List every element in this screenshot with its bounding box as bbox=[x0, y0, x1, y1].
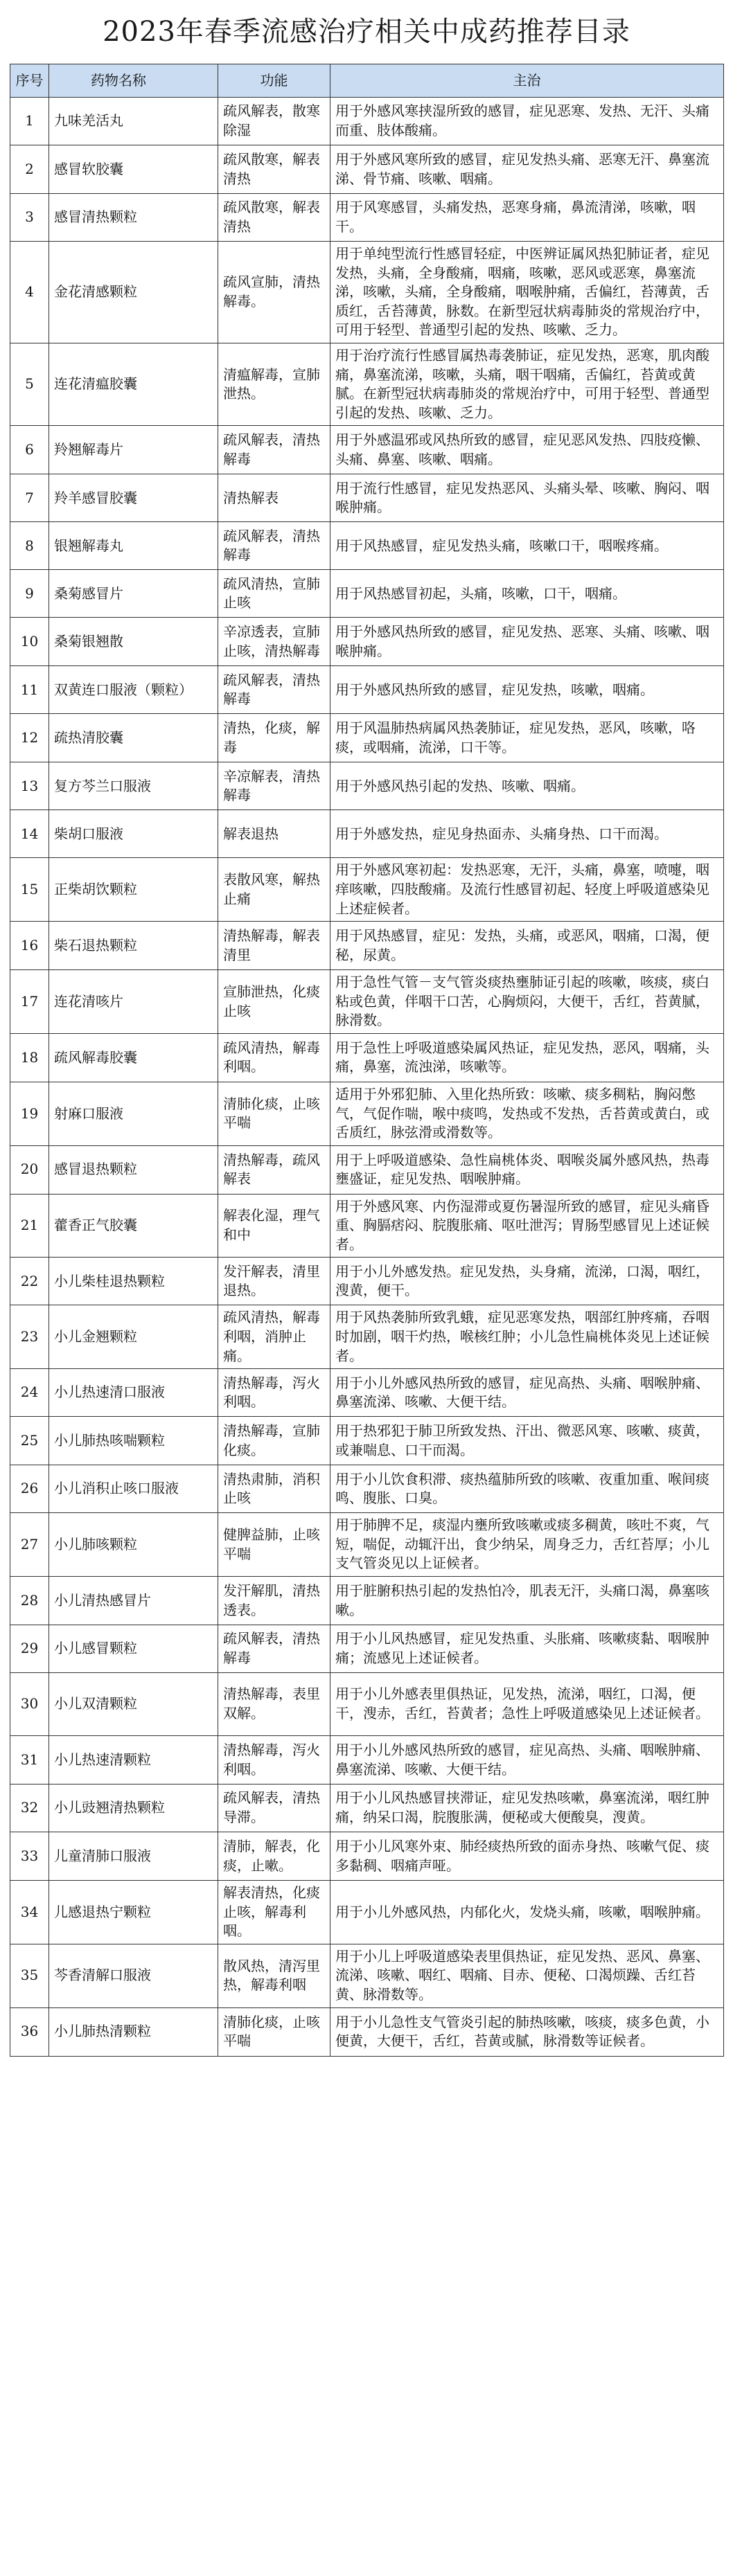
row-number: 21 bbox=[10, 1194, 49, 1258]
row-number: 11 bbox=[10, 666, 49, 714]
drug-indication: 用于外感风寒所致的感冒，症见发热头痛、恶寒无汗、鼻塞流涕、骨节痛、咳嗽、咽痛。 bbox=[330, 145, 724, 194]
drug-indication: 用于小儿风寒外束、肺经痰热所致的面赤身热、咳嗽气促、痰多黏稠、咽痛声哑。 bbox=[330, 1832, 724, 1881]
drug-name: 小儿肺热咳喘颗粒 bbox=[49, 1417, 218, 1465]
drug-function: 清肺化痰，止咳平喘 bbox=[218, 1082, 330, 1145]
drug-indication: 用于风热感冒，症见：发热，头痛，或恶风，咽痛，口渴，便秘，尿黄。 bbox=[330, 922, 724, 970]
drug-indication: 用于外感风热所致的感冒，症见发热，咳嗽，咽痛。 bbox=[330, 666, 724, 714]
drug-name: 九味羌活丸 bbox=[49, 98, 218, 145]
drug-function: 清热解毒，表里双解。 bbox=[218, 1673, 330, 1736]
drug-name: 感冒清热颗粒 bbox=[49, 194, 218, 242]
page-title: 2023年春季流感治疗相关中成药推荐目录 bbox=[103, 16, 630, 48]
drug-indication: 用于肺脾不足，痰湿内壅所致咳嗽或痰多稠黄，咳吐不爽，气短，喘促，动辄汗出，食少纳呆，周身乏力，舌红苔厚；小儿支气管炎见以上证候者。 bbox=[330, 1513, 724, 1577]
drug-indication: 用于小儿饮食积滞、痰热蕴肺所致的咳嗽、夜重加重、喉间痰鸣、腹胀、口臭。 bbox=[330, 1465, 724, 1513]
table-row bbox=[10, 570, 724, 618]
drug-function: 疏风解表，散寒除湿 bbox=[218, 98, 330, 145]
drug-name: 正柴胡饮颗粒 bbox=[49, 858, 218, 922]
row-number: 14 bbox=[10, 810, 49, 858]
table-row bbox=[10, 1194, 724, 1258]
drug-indication: 用于上呼吸道感染、急性扁桃体炎、咽喉炎属外感风热，热毒壅盛证，症见发热、咽喉肿痛。 bbox=[330, 1145, 724, 1194]
drug-indication: 用于小儿外感表里俱热证，见发热，流涕，咽红，口渴，便干，溲赤，舌红，苔黄者；急性上呼吸道感染见上述证候者。 bbox=[330, 1673, 724, 1736]
table-row bbox=[10, 1465, 724, 1513]
drug-name: 银翘解毒丸 bbox=[49, 522, 218, 570]
drug-indication: 用于外感风寒初起：发热恶寒，无汗，头痛，鼻塞，喷嚏，咽痒咳嗽，四肢酸痛。及流行性感冒初起、轻度上呼吸道感染见上述症候者。 bbox=[330, 858, 724, 922]
drug-function: 清热解毒，宣肺化痰。 bbox=[218, 1417, 330, 1465]
drug-indication: 用于热邪犯于肺卫所致发热、汗出、微恶风寒、咳嗽、痰黄，或兼喘息、口干而渴。 bbox=[330, 1417, 724, 1465]
row-number: 33 bbox=[10, 1832, 49, 1881]
drug-name: 双黄连口服液（颗粒） bbox=[49, 666, 218, 714]
table-row bbox=[10, 714, 724, 762]
row-number: 20 bbox=[10, 1145, 49, 1194]
drug-function: 疏风解表，清热解毒 bbox=[218, 426, 330, 474]
row-number: 28 bbox=[10, 1577, 49, 1625]
row-number: 2 bbox=[10, 145, 49, 194]
row-number: 13 bbox=[10, 762, 49, 810]
drug-function: 发汗解表，清里退热。 bbox=[218, 1258, 330, 1305]
drug-name: 小儿柴桂退热颗粒 bbox=[49, 1258, 218, 1305]
drug-name: 射麻口服液 bbox=[49, 1082, 218, 1145]
drug-function: 疏风散寒，解表清热 bbox=[218, 194, 330, 242]
drug-function: 清热，化痰，解毒 bbox=[218, 714, 330, 762]
row-number: 16 bbox=[10, 922, 49, 970]
row-number: 6 bbox=[10, 426, 49, 474]
table-row bbox=[10, 1736, 724, 1785]
table-row bbox=[10, 2007, 724, 2056]
drug-name: 羚翘解毒片 bbox=[49, 426, 218, 474]
table-row bbox=[10, 1513, 724, 1577]
drug-function: 清瘟解毒，宣肺泄热。 bbox=[218, 343, 330, 425]
row-number: 29 bbox=[10, 1625, 49, 1673]
drug-function: 清热解毒，泻火利咽。 bbox=[218, 1736, 330, 1785]
row-number: 18 bbox=[10, 1033, 49, 1082]
drug-function: 疏风解表，清热导滞。 bbox=[218, 1785, 330, 1832]
row-number: 36 bbox=[10, 2007, 49, 2056]
row-number: 35 bbox=[10, 1944, 49, 2007]
table-row bbox=[10, 970, 724, 1034]
drug-indication: 用于外感风热引起的发热、咳嗽、咽痛。 bbox=[330, 762, 724, 810]
table-row bbox=[10, 1673, 724, 1736]
drug-indication: 用于流行性感冒，症见发热恶风、头痛头晕、咳嗽、胸闷、咽喉肿痛。 bbox=[330, 474, 724, 522]
drug-name: 感冒退热颗粒 bbox=[49, 1145, 218, 1194]
table-row bbox=[10, 922, 724, 970]
table-row bbox=[10, 1577, 724, 1625]
table-row bbox=[10, 1881, 724, 1944]
drug-indication: 用于治疗流行性感冒属热毒袭肺证，症见发热，恶寒，肌肉酸痛，鼻塞流涕，咳嗽，头痛，咽干咽痛，舌偏红，苔黄或黄腻。在新型冠状病毒肺炎的常规治疗中，可用于轻型、普通型引起的发热、咳嗽、乏力。 bbox=[330, 343, 724, 425]
table-header bbox=[10, 64, 724, 98]
drug-name: 疏热清胶囊 bbox=[49, 714, 218, 762]
table-row bbox=[10, 145, 724, 194]
table-row bbox=[10, 1417, 724, 1465]
row-number: 19 bbox=[10, 1082, 49, 1145]
drug-function: 解表退热 bbox=[218, 810, 330, 858]
row-number: 9 bbox=[10, 570, 49, 618]
drug-indication: 用于风热感冒初起，头痛，咳嗽，口干，咽痛。 bbox=[330, 570, 724, 618]
drug-function: 疏风解表，清热解毒 bbox=[218, 666, 330, 714]
row-number: 31 bbox=[10, 1736, 49, 1785]
row-number: 3 bbox=[10, 194, 49, 242]
drug-function: 辛凉透表，宣肺止咳，清热解毒 bbox=[218, 618, 330, 666]
table-row bbox=[10, 1305, 724, 1369]
drug-name: 小儿清热感冒片 bbox=[49, 1577, 218, 1625]
table-row bbox=[10, 1625, 724, 1673]
table-row bbox=[10, 858, 724, 922]
table-row bbox=[10, 242, 724, 343]
drug-name: 小儿肺咳颗粒 bbox=[49, 1513, 218, 1577]
drug-name: 小儿热速清颗粒 bbox=[49, 1736, 218, 1785]
table-row bbox=[10, 810, 724, 858]
row-number: 30 bbox=[10, 1673, 49, 1736]
drug-function: 疏风散寒，解表清热 bbox=[218, 145, 330, 194]
row-number: 5 bbox=[10, 343, 49, 425]
drug-function: 清热解毒，疏风解表 bbox=[218, 1145, 330, 1194]
drug-function: 清热解毒，解表清里 bbox=[218, 922, 330, 970]
drug-indication: 用于小儿外感风热，内郁化火，发烧头痛，咳嗽，咽喉肿痛。 bbox=[330, 1881, 724, 1944]
drug-function: 清肺化痰，止咳平喘 bbox=[218, 2007, 330, 2056]
drug-indication: 用于外感风寒、内伤湿滞或夏伤暑湿所致的感冒，症见头痛昏重、胸膈痞闷、脘腹胀痛、呕吐泄泻；胃肠型感冒见上述证候者。 bbox=[330, 1194, 724, 1258]
drug-name: 小儿肺热清颗粒 bbox=[49, 2007, 218, 2056]
drug-indication: 用于风热袭肺所致乳蛾，症见恶寒发热，咽部红肿疼痛，吞咽时加剧，咽干灼热，喉核红肿；小儿急性扁桃体炎见上述证候者。 bbox=[330, 1305, 724, 1369]
drug-function: 疏风清热，宣肺止咳 bbox=[218, 570, 330, 618]
drug-name: 藿香正气胶囊 bbox=[49, 1194, 218, 1258]
table-body bbox=[10, 98, 724, 2057]
drug-function: 解表化湿，理气和中 bbox=[218, 1194, 330, 1258]
drug-name: 复方芩兰口服液 bbox=[49, 762, 218, 810]
drug-name: 连花清咳片 bbox=[49, 970, 218, 1034]
header-row bbox=[10, 64, 724, 98]
drug-function: 清热解表 bbox=[218, 474, 330, 522]
drug-indication: 用于外感风热所致的感冒，症见发热、恶寒、头痛、咳嗽、咽喉肿痛。 bbox=[330, 618, 724, 666]
header-func: 功能 bbox=[218, 64, 330, 98]
table-row bbox=[10, 1145, 724, 1194]
table-row bbox=[10, 1369, 724, 1417]
drug-name: 柴胡口服液 bbox=[49, 810, 218, 858]
table-row bbox=[10, 762, 724, 810]
drug-name: 小儿金翘颗粒 bbox=[49, 1305, 218, 1369]
drug-function: 疏风宣肺，清热解毒。 bbox=[218, 242, 330, 343]
table-row bbox=[10, 98, 724, 145]
row-number: 4 bbox=[10, 242, 49, 343]
row-number: 10 bbox=[10, 618, 49, 666]
drug-function: 疏风解表，清热解毒 bbox=[218, 1625, 330, 1673]
drug-indication: 用于单纯型流行性感冒轻症，中医辨证属风热犯肺证者，症见发热，头痛，全身酸痛，咽痛，咳嗽，恶风或恶寒，鼻塞流涕，咳嗽，头痛，全身酸痛，咽喉肿痛，舌偏红，苔薄黄，舌质红，舌苔薄黄，脉数。在新型冠状病毒肺炎的常规治疗中，可用于轻型、普通型引起的发热、咳嗽、乏力。 bbox=[330, 242, 724, 343]
table-row bbox=[10, 1033, 724, 1082]
drug-name: 桑菊银翘散 bbox=[49, 618, 218, 666]
table-row bbox=[10, 426, 724, 474]
table-row bbox=[10, 194, 724, 242]
drug-function: 表散风寒，解热止痛 bbox=[218, 858, 330, 922]
row-number: 34 bbox=[10, 1881, 49, 1944]
table-row bbox=[10, 1258, 724, 1305]
row-number: 25 bbox=[10, 1417, 49, 1465]
drug-function: 散风热，清泻里热，解毒利咽 bbox=[218, 1944, 330, 2007]
drug-function: 辛凉解表，清热解毒 bbox=[218, 762, 330, 810]
row-number: 15 bbox=[10, 858, 49, 922]
row-number: 7 bbox=[10, 474, 49, 522]
table-row bbox=[10, 474, 724, 522]
drug-name: 小儿豉翘清热颗粒 bbox=[49, 1785, 218, 1832]
drug-function: 清肺，解表，化痰，止嗽。 bbox=[218, 1832, 330, 1881]
table-row bbox=[10, 1832, 724, 1881]
drug-name: 感冒软胶囊 bbox=[49, 145, 218, 194]
row-number: 26 bbox=[10, 1465, 49, 1513]
table-row bbox=[10, 522, 724, 570]
table-row bbox=[10, 1082, 724, 1145]
drug-indication: 用于外感发热，症见身热面赤、头痛身热、口干而渴。 bbox=[330, 810, 724, 858]
table-row bbox=[10, 1944, 724, 2007]
header-ind: 主治 bbox=[330, 64, 724, 98]
row-number: 24 bbox=[10, 1369, 49, 1417]
drug-function: 解表清热，化痰止咳，解毒利咽。 bbox=[218, 1881, 330, 1944]
table-row bbox=[10, 618, 724, 666]
row-number: 12 bbox=[10, 714, 49, 762]
row-number: 23 bbox=[10, 1305, 49, 1369]
drug-indication: 用于小儿外感发热。症见发热，头身痛，流涕，口渴，咽红，溲黄，便干。 bbox=[330, 1258, 724, 1305]
drug-indication: 用于小儿风热感冒挟滞证，症见发热咳嗽，鼻塞流涕，咽红肿痛，纳呆口渴，脘腹胀满，便秘或大便酸臭，溲黄。 bbox=[330, 1785, 724, 1832]
drug-function: 宣肺泄热，化痰止咳 bbox=[218, 970, 330, 1034]
drug-indication: 用于小儿急性支气管炎引起的肺热咳嗽，咳痰，痰多色黄，小便黄，大便干，舌红，苔黄或腻，脉滑数等证候者。 bbox=[330, 2007, 724, 2056]
drug-name: 连花清瘟胶囊 bbox=[49, 343, 218, 425]
drug-name: 柴石退热颗粒 bbox=[49, 922, 218, 970]
row-number: 1 bbox=[10, 98, 49, 145]
drug-name: 芩香清解口服液 bbox=[49, 1944, 218, 2007]
drug-indication: 适用于外邪犯肺、入里化热所致：咳嗽、痰多稠粘，胸闷憋气，气促作喘，喉中痰鸣，发热或不发热，舌苔黄或黄白，或舌质红，脉弦滑或滑数等。 bbox=[330, 1082, 724, 1145]
table-row bbox=[10, 1785, 724, 1832]
drug-function: 发汗解肌，清热透表。 bbox=[218, 1577, 330, 1625]
drug-table bbox=[10, 64, 724, 2057]
drug-indication: 用于风热感冒，症见发热头痛，咳嗽口干，咽喉疼痛。 bbox=[330, 522, 724, 570]
drug-name: 疏风解毒胶囊 bbox=[49, 1033, 218, 1082]
drug-name: 金花清感颗粒 bbox=[49, 242, 218, 343]
row-number: 8 bbox=[10, 522, 49, 570]
drug-indication: 用于外感风寒挟湿所致的感冒，症见恶寒、发热、无汗、头痛而重、肢体酸痛。 bbox=[330, 98, 724, 145]
drug-function: 疏风清热，解毒利咽。 bbox=[218, 1033, 330, 1082]
row-number: 22 bbox=[10, 1258, 49, 1305]
drug-indication: 用于急性气管－支气管炎痰热壅肺证引起的咳嗽，咳痰，痰白粘或色黄，伴咽干口苦，心胸烦闷，大便干，舌红，苔黄腻，脉滑数。 bbox=[330, 970, 724, 1034]
row-number: 27 bbox=[10, 1513, 49, 1577]
drug-function: 健脾益肺，止咳平喘 bbox=[218, 1513, 330, 1577]
row-number: 32 bbox=[10, 1785, 49, 1832]
drug-indication: 用于小儿外感风热所致的感冒，症见高热、头痛、咽喉肿痛、鼻塞流涕、咳嗽、大便干结。 bbox=[330, 1736, 724, 1785]
drug-name: 小儿消积止咳口服液 bbox=[49, 1465, 218, 1513]
header-no: 序号 bbox=[10, 64, 49, 98]
drug-indication: 用于风温肺热病属风热袭肺证，症见发热，恶风，咳嗽，咯痰，或咽痛，流涕，口干等。 bbox=[330, 714, 724, 762]
drug-indication: 用于风寒感冒，头痛发热，恶寒身痛，鼻流清涕，咳嗽，咽干。 bbox=[330, 194, 724, 242]
drug-name: 小儿感冒颗粒 bbox=[49, 1625, 218, 1673]
drug-function: 疏风解表，清热解毒 bbox=[218, 522, 330, 570]
table-row bbox=[10, 666, 724, 714]
drug-function: 疏风清热，解毒利咽，消肿止痛。 bbox=[218, 1305, 330, 1369]
drug-function: 清热解毒，泻火利咽。 bbox=[218, 1369, 330, 1417]
drug-name: 小儿双清颗粒 bbox=[49, 1673, 218, 1736]
drug-indication: 用于急性上呼吸道感染属风热证，症见发热，恶风，咽痛，头痛，鼻塞，流浊涕，咳嗽等。 bbox=[330, 1033, 724, 1082]
header-name: 药物名称 bbox=[49, 64, 218, 98]
drug-name: 羚羊感冒胶囊 bbox=[49, 474, 218, 522]
drug-name: 桑菊感冒片 bbox=[49, 570, 218, 618]
drug-indication: 用于外感温邪或风热所致的感冒，症见恶风发热、四肢疫懒、头痛、鼻塞、咳嗽、咽痛。 bbox=[330, 426, 724, 474]
drug-indication: 用于小儿上呼吸道感染表里俱热证，症见发热、恶风、鼻塞、流涕、咳嗽、咽红、咽痛、目赤、便秘、口渴烦躁、舌红苔黄、脉滑数等。 bbox=[330, 1944, 724, 2007]
table-row bbox=[10, 343, 724, 425]
drug-indication: 用于小儿外感风热所致的感冒，症见高热、头痛、咽喉肿痛、鼻塞流涕、咳嗽、大便干结。 bbox=[330, 1369, 724, 1417]
drug-name: 小儿热速清口服液 bbox=[49, 1369, 218, 1417]
row-number: 17 bbox=[10, 970, 49, 1034]
drug-indication: 用于脏腑积热引起的发热怕冷，肌表无汗，头痛口渴，鼻塞咳嗽。 bbox=[330, 1577, 724, 1625]
drug-name: 儿童清肺口服液 bbox=[49, 1832, 218, 1881]
drug-indication: 用于小儿风热感冒，症见发热重、头胀痛、咳嗽痰黏、咽喉肿痛；流感见上述证候者。 bbox=[330, 1625, 724, 1673]
drug-function: 清热肃肺，消积止咳 bbox=[218, 1465, 330, 1513]
drug-name: 儿感退热宁颗粒 bbox=[49, 1881, 218, 1944]
